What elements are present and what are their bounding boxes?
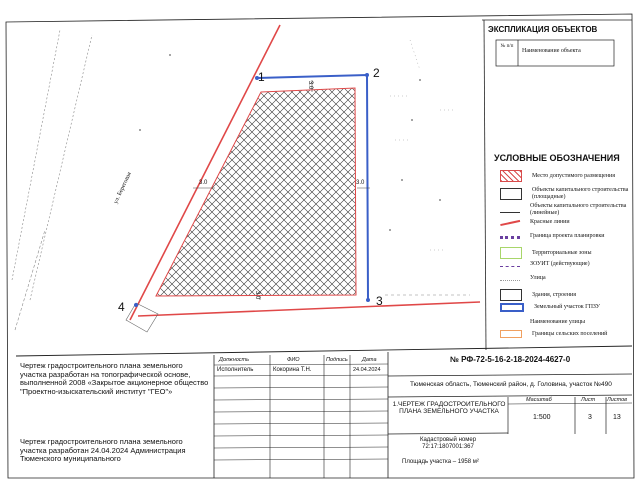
header-signature: Подпись: [326, 357, 348, 363]
legend-label: Улица: [530, 275, 546, 281]
legend-label: Территориальные зоны: [532, 249, 592, 256]
dotted-line-icon: [500, 234, 520, 239]
legend-label: Границы сельских поселений: [532, 330, 608, 337]
line-icon: [500, 207, 520, 213]
building-icon: [500, 289, 522, 301]
explication-col-name: Наименование объекта: [522, 48, 581, 54]
legend-title: УСЛОВНЫЕ ОБОЗНАЧЕНИЯ: [494, 153, 620, 163]
legend-item: [500, 187, 640, 200]
point-marker: [365, 73, 369, 77]
legend-item: [500, 303, 640, 312]
legend-item: [500, 275, 640, 282]
border-icon: [500, 330, 522, 338]
setback-label: 3.0: [356, 180, 365, 186]
street-line: [30, 35, 92, 300]
setback-label: 3.0: [199, 180, 208, 186]
box-icon: [500, 188, 522, 200]
legend-item: [500, 247, 640, 259]
legend-item: [500, 289, 640, 301]
sheets-header: Листов: [607, 397, 628, 403]
cadastral-number: Кадастровый номер 72:17:1807001:367: [419, 437, 477, 450]
legend-label: Наименование улицы: [530, 318, 586, 325]
legend-item: [500, 219, 640, 226]
sheet-value: 3: [588, 414, 592, 421]
point-marker: [366, 298, 370, 302]
topo-note: Чертеж градостроительного плана земельного участка разработан на топографической основе, выполненной 2008 «Закрытое акционерное общество "Проектно-изыскательский институт "ГЕО"»: [20, 361, 209, 396]
scale-value: 1:500: [533, 414, 551, 421]
legend-label: Здания, строения: [532, 291, 577, 298]
legend-item: [500, 317, 640, 327]
street-line: [15, 230, 45, 330]
permitted-zone: [156, 88, 356, 296]
legend-item: [500, 233, 640, 240]
zone-dash-icon: [500, 261, 520, 267]
setback-label: 3.0: [254, 290, 261, 300]
author-note: Чертеж градостроительного плана земельного участка разработан 24.04.2024 Администрация Тюменского муниципального: [20, 437, 186, 464]
street-name-icon: [500, 317, 520, 327]
legend-label: ЗОУИТ (действующие): [530, 261, 590, 267]
legend-label: Объекты капитального строительства (площадные): [532, 187, 629, 200]
drawing-title: 1.ЧЕРТЕЖ ГРАДОСТРОИТЕЛЬНОГО ПЛАНА ЗЕМЕЛЬНОГО УЧАСТКА: [392, 401, 506, 416]
legend-item: [500, 261, 640, 268]
red-line-icon: [500, 218, 520, 226]
point-3-label: 3: [376, 294, 383, 308]
executor-date: 24.04.2024: [353, 367, 381, 373]
parcel-icon: [500, 303, 524, 312]
sheets-value: 13: [613, 414, 621, 421]
point-1-label: 1: [258, 70, 265, 84]
explication-title: ЭКСПЛИКАЦИЯ ОБЪЕКТОВ: [488, 25, 598, 34]
parcel-area: Площадь участка – 1958 м²: [402, 459, 479, 465]
legend-item: [500, 170, 640, 182]
executor-name: Кокорина Т.Н.: [273, 367, 312, 373]
street-line: [12, 30, 60, 280]
point-2-label: 2: [373, 66, 380, 80]
header-name: ФИО: [287, 357, 300, 363]
address: Тюменская область, Тюменский район, д. Головина, участок №490: [410, 381, 612, 388]
point-marker: [134, 303, 138, 307]
legend-item: [500, 203, 640, 216]
header-date: Дата: [362, 357, 377, 363]
legend-label: Граница проекта планировки: [530, 233, 605, 239]
legend-label: Место допустимого размещения: [532, 172, 616, 179]
scale-header: Масштаб: [526, 397, 552, 403]
sheet-header: Лист: [581, 397, 596, 403]
zone-icon: [500, 247, 522, 259]
red-line: [138, 302, 480, 316]
header-position: Должность: [219, 357, 250, 363]
legend-label: Объекты капитального строительства (линейные): [530, 203, 627, 216]
legend-label: Земельный участок ГПЗУ: [534, 304, 601, 311]
executor-role: Исполнитель: [217, 367, 254, 373]
hatched-box-icon: [500, 170, 522, 182]
legend-label: Красные линии: [530, 219, 570, 225]
document-number: № РФ-72-5-16-2-18-2024-4627-0: [450, 355, 571, 364]
explication-col-num: № п/п: [500, 44, 514, 49]
setback-label: 3.0: [307, 80, 314, 90]
legend-item: [500, 330, 640, 338]
street-icon: [500, 275, 520, 281]
street-name: ул. Береговая: [113, 171, 133, 205]
point-4-label: 4: [118, 300, 125, 314]
